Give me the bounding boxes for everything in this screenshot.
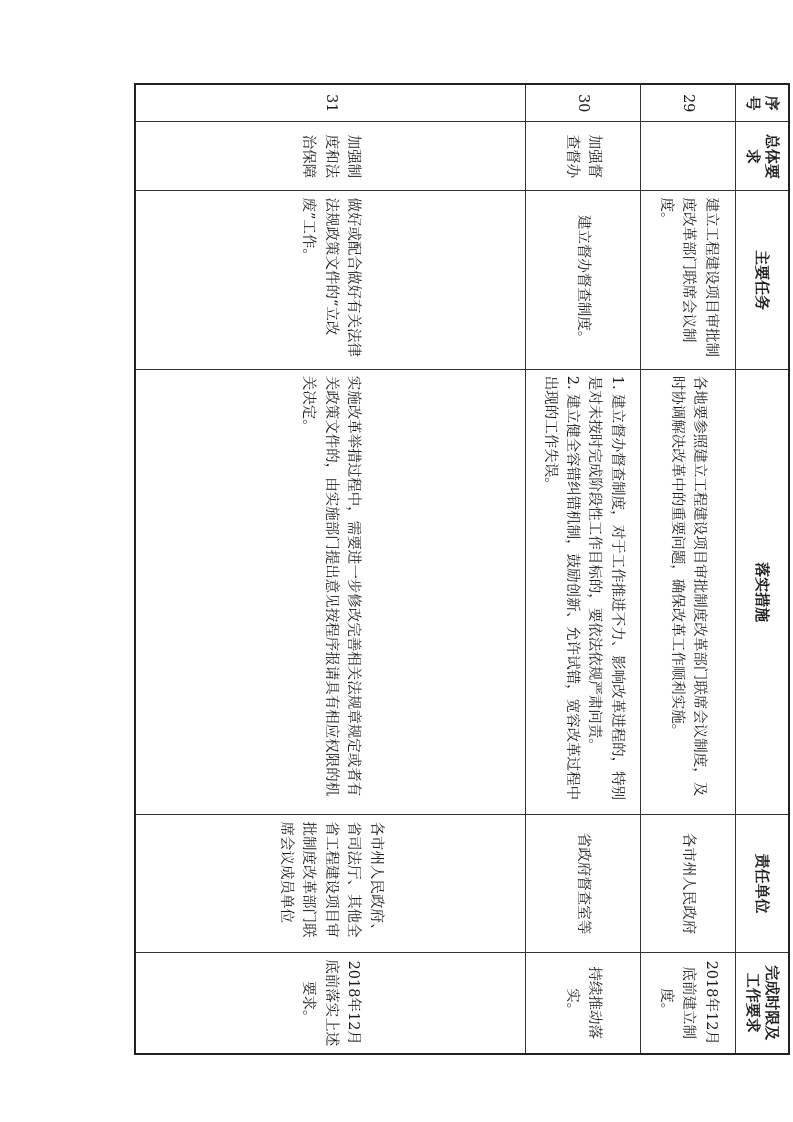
table-row <box>526 84 641 1054</box>
row-seq: 29 <box>641 84 736 122</box>
row-unit: 省政府督查室等 <box>526 815 641 952</box>
row-measures <box>135 369 526 815</box>
row-deadline: 2018年12月底前落实上述要求。 <box>135 952 526 1054</box>
row-task: 建立工程建设项目审批制度改革部门联席会议制度。 <box>641 191 736 369</box>
rotated-page <box>134 83 790 1055</box>
header-unit: 责任单位 <box>736 815 790 952</box>
row-seq: 31 <box>135 84 526 122</box>
row-seq: 30 <box>526 84 641 122</box>
measure-item: 实施改革举措过程中，需要进一步修改完善相关法规章规定或者有关政策文件的，由实施部门提出意见按程序报请具有相应权限的机关决定。 <box>300 375 362 797</box>
measure-item: 2. 建立健全容错纠错机制，鼓励创新、允许试错，宽容改革过程中出现的工作失误。 <box>541 375 580 801</box>
header-deadline: 完成时限及工作要求 <box>736 952 790 1054</box>
table-row <box>641 84 736 1054</box>
task-table <box>134 83 790 1055</box>
row-task: 做好或配合做好有关法律法规政策文件的“立改废”工作。 <box>135 191 526 369</box>
measure-item: 各地要参照建立工程建设项目审批制度改革部门联席会议制度，及时协调解决改革中的重要问题，确保改革工作顺利实施。 <box>669 375 708 797</box>
header-measures: 落实措施 <box>736 369 790 815</box>
row-unit: 各市州人民政府 <box>641 815 736 952</box>
row-deadline: 2018年12月底前建立制度。 <box>641 952 736 1054</box>
row-overall: 加强制度和法治保障 <box>135 122 526 191</box>
header-seq: 序号 <box>736 84 790 122</box>
table-row <box>135 84 526 1054</box>
row-measures <box>641 369 736 815</box>
measure-item: 1. 建立督办督查制度，对于工作推进不力、影响改革进程的，特别是对未按时完成阶段性工作目标的，要依法依规严肃问责。 <box>586 375 625 801</box>
header-task: 主要任务 <box>736 191 790 369</box>
header-row <box>736 84 790 1054</box>
row-task: 建立督办督查制度。 <box>526 191 641 369</box>
row-deadline: 持续推动落实。 <box>526 952 641 1054</box>
row-overall: 加强督查督办 <box>526 122 641 191</box>
row-measures <box>526 369 641 815</box>
row-unit: 各市州人民政府、省司法厅、其他全省工程建设项目审批制度改革部门联席会议成员单位 <box>135 815 526 952</box>
row-overall <box>641 122 736 191</box>
header-overall: 总体要求 <box>736 122 790 191</box>
